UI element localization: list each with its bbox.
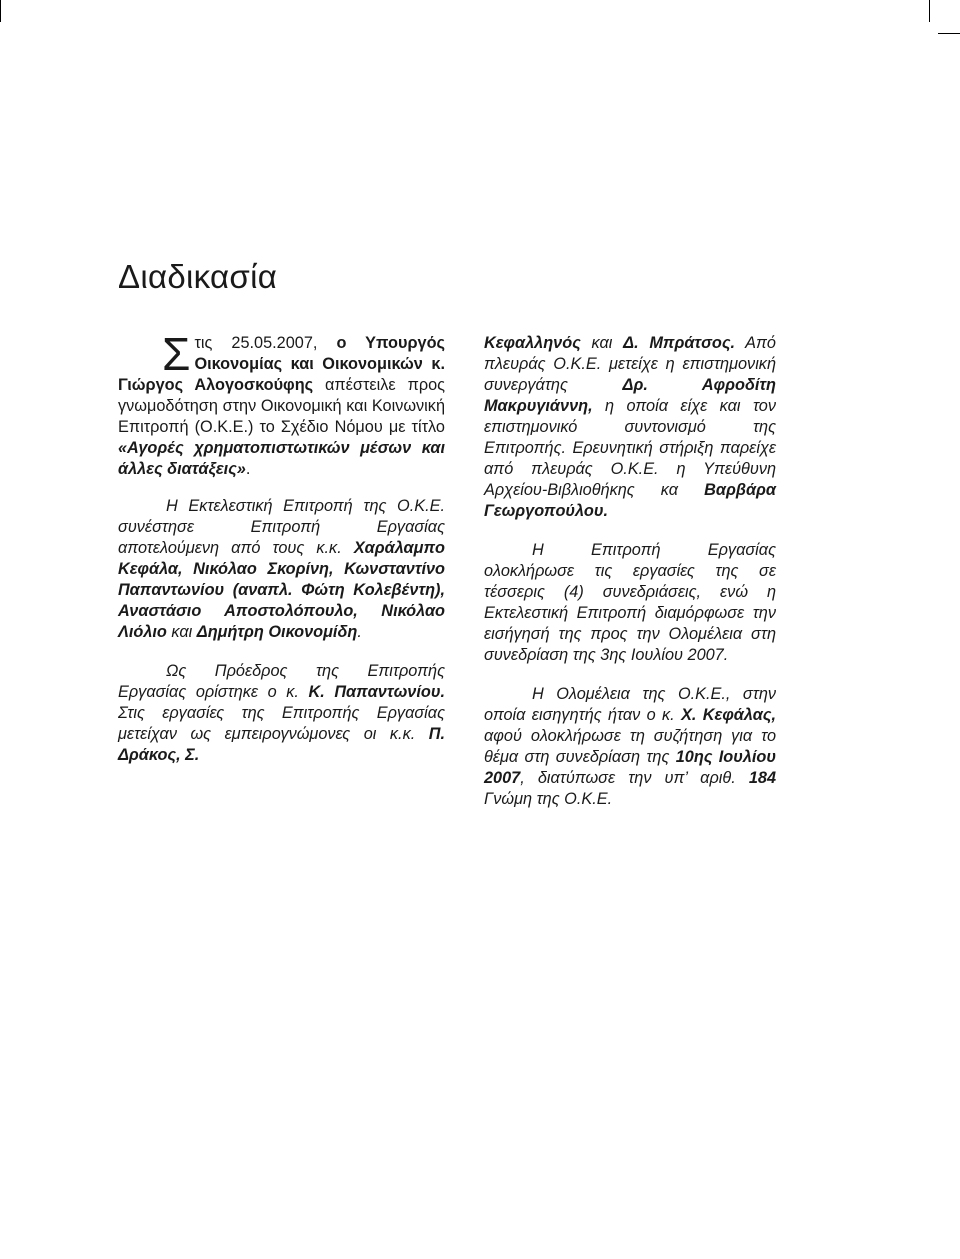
minister-name: ο Υπουργός Οικονομίας και Οικονομικών κ. Γιώργος Αλογοσκούφης [118,334,445,394]
rapporteur-name: Χ. Κεφάλας, [681,706,776,724]
committee-members: Χαράλαμπο Κεφάλα, Νικόλαο Σκορίνη, Κωνσταντίνο Παπαντωνίου (αναπλ. Φώτη Κολεβέντη), Αναστάσιο Αποστολόπουλο, Νικόλαο Λιόλιο [118,539,445,641]
text-span: και [580,334,624,352]
text-span: . [245,460,251,478]
text-span: και [166,623,197,641]
expert-name: Δ. Μπράτσος. [623,334,736,352]
paragraph-committee [118,496,445,643]
text-span: αφού ολοκλήρωσε τη συζήτηση για το θέμα στη συνεδρίαση της [484,727,776,766]
librarian-name: Βαρβάρα Γεωργοπούλου. [484,481,776,520]
paragraph-chair [118,661,445,766]
text-span: Η Επιτροπή Εργασίας ολοκλήρωσε τις εργασίες της σε τέσσερις (4) συνεδριάσεις, ενώ η Εκτελεστική Επιτροπή διαμόρφωσε την εισήγησή της προς την Ολομέλεια στη συνεδρίαση της 3ης Ιουλίου 2007. [484,541,776,664]
left-column [118,328,445,784]
text-span: Ως Πρόεδρος της Επιτροπής Εργασίας ορίστηκε ο κ. [118,662,445,701]
drop-cap: Σ [162,328,191,380]
text-span: Η Εκτελεστική Επιτροπή της Ο.Κ.Ε. συνέστησε Επιτροπή Εργασίας αποτελούμενη από τους κ.κ. [118,497,445,557]
opinion-number: 184 [748,769,776,787]
text-span: Γνώμη της Ο.Κ.Ε. [484,790,613,808]
expert-name: Κεφαλληνός [484,334,581,352]
paragraph-plenary [484,684,776,810]
paragraph-sessions [484,540,776,666]
bill-title: «Αγορές χρηματοπιστωτικών μέσων και άλλες διατάξεις» [118,439,445,478]
scientific-collaborator: Δρ. Αφροδίτη Μακρυγιάννη, [484,376,777,415]
session-date: 10ης Ιουλίου 2007 [484,748,776,787]
text-span: Από πλευράς Ο.Κ.Ε. μετείχε η επιστημονική συνεργάτης [484,334,776,394]
paragraph-experts-cont [484,333,776,522]
paragraph-intro [118,328,445,480]
text-span: η οποία είχε και τον επιστημονικό συντονισμό της Επιτροπής. Ερευνητική στήριξη παρείχε από πλευράς Ο.Κ.Ε. η Υπεύθυνη Αρχείου-Βιβλιοθήκης κα [484,397,776,499]
text-span: απέστειλε προς γνωμοδότηση στην Οικονομική και Κοινωνική Επιτροπή (Ο.Κ.Ε.) το Σχέδιο Νόμου με τίτλο [118,376,445,436]
committee-member-last: Δημήτρη Οικονομίδη [196,623,358,641]
crop-mark-right [938,33,960,34]
crop-mark-top-left [0,0,1,22]
text-span: Στις εργασίες της Επιτροπής Εργασίας μετείχαν ως εμπειρογνώμονες οι κ.κ. [118,704,445,743]
right-column [484,333,776,828]
crop-mark-top-right [929,0,930,22]
text-span: Η Ολομέλεια της Ο.Κ.Ε., στην οποία εισηγητής ήταν ο κ. [484,685,776,724]
text-span: , διατύπωσε την υπ’ αριθ. [520,769,749,787]
chair-name: Κ. Παπαντωνίου. [308,683,445,701]
text-span: . [357,623,362,641]
experts-names: Π. Δράκος, Σ. [118,725,445,764]
page-title: Διαδικασία [118,258,278,295]
text-span: τις 25.05.2007, [194,334,337,352]
